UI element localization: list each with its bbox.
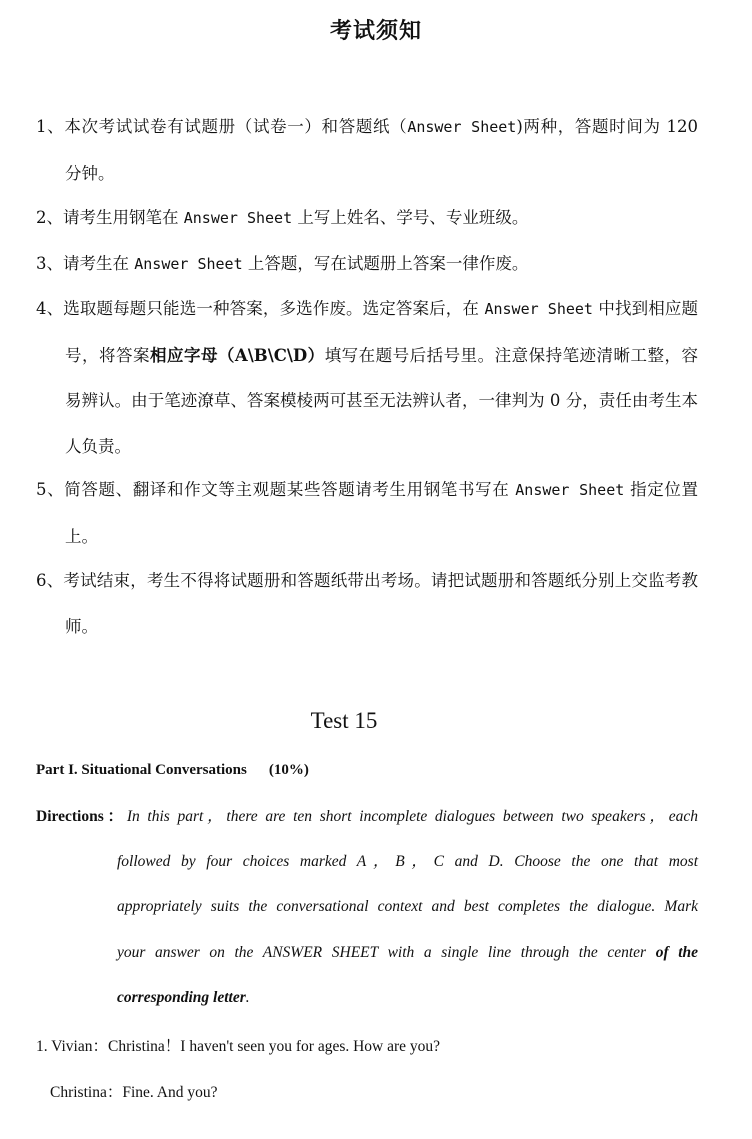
answer-sheet-term: Answer Sheet <box>134 255 243 273</box>
test-title: Test 15 <box>310 708 378 733</box>
notice-item-4 <box>36 286 698 469</box>
answer-sheet-term: Answer Sheet <box>407 118 517 136</box>
directions-label: Directions： <box>36 808 127 825</box>
notice-text <box>63 208 528 227</box>
question-1-line-1: 1. Vivian：Christina！I haven't seen you for ages. How are you? <box>36 1038 441 1055</box>
answer-sheet-term: Answer Sheet <box>484 300 593 318</box>
notice-text <box>63 299 698 456</box>
notice-item-5 <box>36 467 698 559</box>
notice-item-1 <box>36 104 698 196</box>
notice-text <box>63 254 528 273</box>
notice-text-segment: 请考生用钢笔在 <box>63 208 184 227</box>
notice-text <box>64 480 698 546</box>
answer-sheet-term: Answer Sheet <box>515 481 625 499</box>
notice-text-segment: 上答题，写在试题册上答案一律作废。 <box>242 254 529 273</box>
directions-line-3: appropriately suits the conversational context and best completes the dialogue. Mark <box>117 898 698 916</box>
notice-text-segment: 填写在题号后括号里。注意保持笔迹清晰工整，容易辨认。由于笔迹潦草、答案模棱两可甚至无法辨认者，一律判为 0 分，责任由考生本人负责。 <box>65 345 699 456</box>
directions-text-1: In this part，there are ten short incomplete dialogues between two speakers，each <box>126 808 698 825</box>
question-1-line-2: Christina：Fine. And you? <box>50 1084 218 1101</box>
directions-text-4: your answer on the ANSWER SHEET with a single line through the center <box>117 943 647 961</box>
notice-number: 5、 <box>36 480 65 499</box>
notice-number: 3、 <box>36 254 63 273</box>
notice-number: 6、 <box>36 571 64 590</box>
notice-item-6 <box>36 558 698 649</box>
page-title: 考试须知 <box>329 18 422 44</box>
notice-text <box>63 571 698 636</box>
directions-end-period: . <box>245 988 250 1006</box>
notice-item-2 <box>36 195 698 242</box>
directions-bold-tail-1: of the <box>655 943 699 961</box>
directions-block <box>36 794 698 1020</box>
notice-text-segment: 上写上姓名、学号、专业班级。 <box>292 208 529 227</box>
part-heading <box>36 762 309 779</box>
emphasis-text: 相应字母（A\B\C\D） <box>149 345 325 365</box>
directions-line-5 <box>36 975 698 1020</box>
notice-item-3 <box>36 241 698 288</box>
notice-text-segment: 指定位置上。 <box>65 480 699 546</box>
notice-text-segment: )两种，答题时间为 120 分钟。 <box>65 117 699 183</box>
notice-number: 4、 <box>36 299 64 318</box>
directions-line-1 <box>36 794 698 839</box>
notice-text-segment: 本次考试试卷有试题册（试卷一）和答题纸（ <box>64 117 408 136</box>
part-title: Part I. Situational Conversations <box>36 762 247 778</box>
notice-number: 2、 <box>36 208 63 227</box>
part-percent: (10%) <box>268 762 309 778</box>
directions-line-2: followed by four choices marked A，B，C and D. Choose the one that most <box>117 853 698 871</box>
directions-bold-tail-2: corresponding letter <box>117 988 246 1006</box>
notice-text-segment: 选取题每题只能选一种答案，多选作废。选定答案后，在 <box>63 299 485 318</box>
notice-text-segment: 中找到相应题号，将答案 <box>65 299 699 365</box>
notice-text <box>64 117 698 183</box>
notice-number: 1、 <box>36 117 65 136</box>
answer-sheet-term: Answer Sheet <box>183 209 293 227</box>
directions-line-4 <box>36 930 698 975</box>
notice-text-segment: 考试结束，考生不得将试题册和答题纸带出考场。请把试题册和答题纸分别上交监考教师。 <box>63 571 699 636</box>
notice-text-segment: 请考生在 <box>63 254 135 273</box>
notice-text-segment: 简答题、翻译和作文等主观题某些答题请考生用钢笔书写在 <box>64 480 516 499</box>
